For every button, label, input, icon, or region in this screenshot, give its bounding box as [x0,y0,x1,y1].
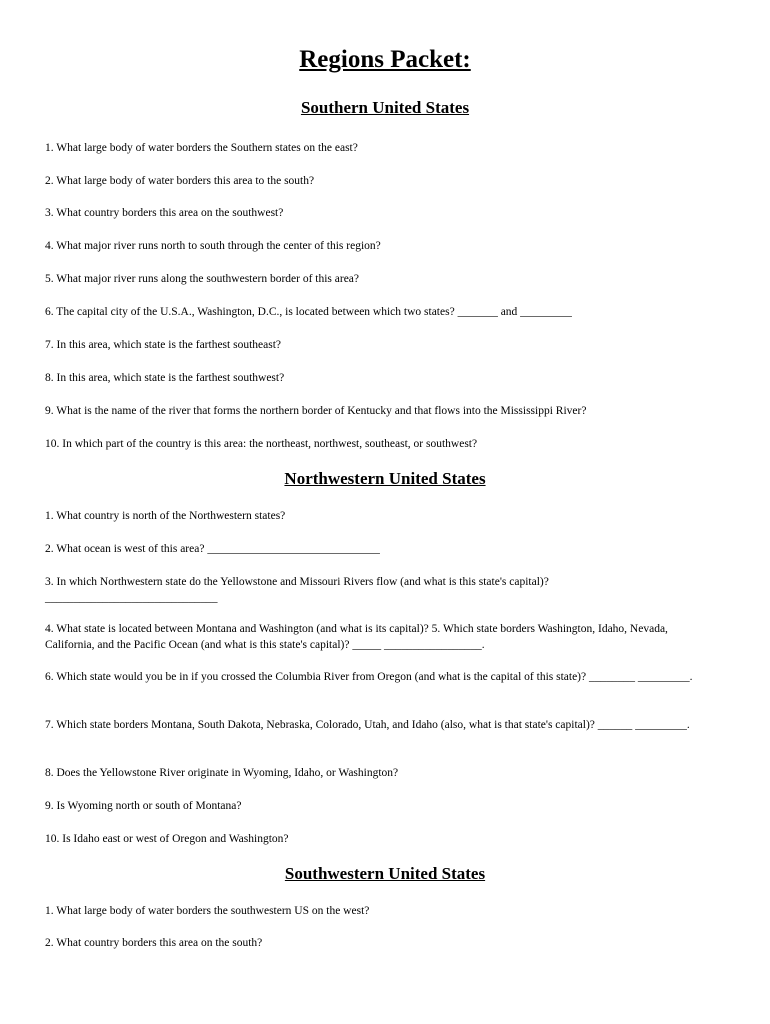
section-heading-southern: Southern United States [300,98,470,117]
question-item: 5. What major river runs along the southwestern border of this area? [45,273,360,285]
question-item: 4. What major river runs north to south through the center of this region? [45,240,381,252]
question-item: 2. What ocean is west of this area? ______________________________ [45,543,380,555]
question-item: 7. Which state borders Montana, South Dakota, Nebraska, Colorado, Utah, and Idaho (also, what is that state's capital)? ______ _________. [45,719,690,731]
question-item: 1. What large body of water borders the southwestern US on the west? [45,905,370,917]
question-item: 8. In this area, which state is the farthest southwest? [45,372,285,384]
page-title: Regions Packet: [299,46,471,73]
question-item: 2. What country borders this area on the south? [45,937,263,949]
question-item: 10. In which part of the country is this area: the northeast, northwest, southeast, or southwest? [45,438,478,450]
question-item: 3. What country borders this area on the southwest? [45,207,284,219]
section-heading-southwestern: Southwestern United States [284,864,486,883]
question-item: 9. What is the name of the river that forms the northern border of Kentucky and that flows into the Mississippi River? [45,405,587,417]
section-heading-northwestern: Northwestern United States [284,469,486,488]
question-item: 1. What country is north of the Northwestern states? [45,510,286,522]
question-item: 6. The capital city of the U.S.A., Washington, D.C., is located between which two states? _______ and _________ [45,306,572,318]
question-item: 4. What state is located between Montana and Washington (and what is its capital)? 5. Which state borders Washington, Idaho, Nevada, California, and the Pacific Ocean (and what is this state's capital)? _____ _________________. [45,623,668,651]
question-item: 3. In which Northwestern state do the Yellowstone and Missouri Rivers flow (and what is this state's capital)? ______________________________ [45,576,549,604]
question-item: 6. Which state would you be in if you crossed the Columbia River from Oregon (and what is the capital of this state)? ________ _________. [45,671,693,683]
question-item: 10. Is Idaho east or west of Oregon and Washington? [45,833,289,845]
question-item: 2. What large body of water borders this area to the south? [45,175,315,187]
question-item: 1. What large body of water borders the Southern states on the east? [45,142,358,154]
question-item: 9. Is Wyoming north or south of Montana? [45,800,242,812]
question-item: 8. Does the Yellowstone River originate in Wyoming, Idaho, or Washington? [45,767,399,779]
question-item: 7. In this area, which state is the farthest southeast? [45,339,281,351]
